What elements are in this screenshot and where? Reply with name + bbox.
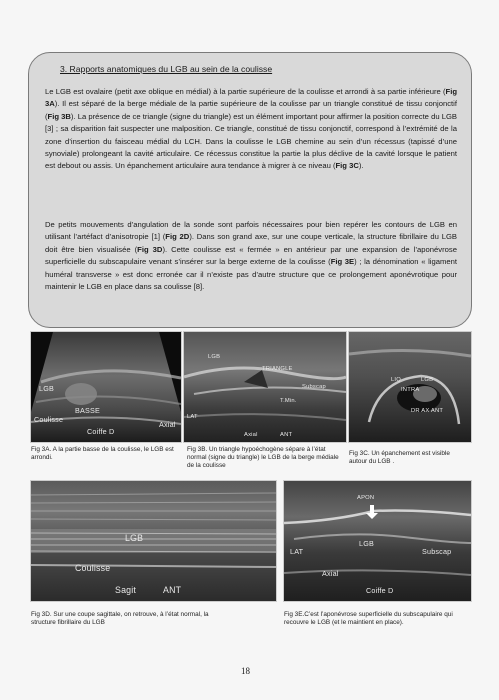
label-subscap: Subscap bbox=[422, 547, 452, 556]
fig-ref: Fig 3E bbox=[330, 257, 355, 267]
caption-3c: Fig 3C. Un épanchement est visible autour du LGB . bbox=[349, 450, 450, 466]
label-sagit: Sagit bbox=[115, 585, 137, 595]
fig-ref: Fig 3A bbox=[45, 87, 457, 109]
label-intra: INTRA bbox=[401, 387, 420, 393]
label-tmin: T.Min. bbox=[280, 398, 297, 404]
label-liq: LIQ bbox=[391, 377, 401, 383]
label-coiffe: Coiffe D bbox=[87, 427, 115, 436]
paragraph-2: De petits mouvements d’angulation de la sonde sont parfois nécessaires pour bien repérer les contours de LGB en utilisant l’artéfact d’anisotropie [1] (Fig 2D). Dans son grand axe, sur une coupe verticale, la structure fibrillaire du LGB doit être bien visualisée (Fig 3D). Cette coulisse est « fermée » en antérieur par une expansion de l’aponévrose superficielle du subscapulaire venant s’insérer sur la berge externe de la coulisse (Fig 3E) ; la dénomination « ligament huméral transverse » est donc erronée car il n’existe pas d’autre structure que ce prolongement aponévrotique pour maintenir le LGB en place dans sa coulisse [8]. bbox=[45, 220, 457, 292]
ultrasound-texture bbox=[284, 481, 471, 601]
label-lgb: LGB bbox=[125, 533, 144, 543]
ultrasound-image-3a bbox=[30, 331, 182, 443]
label-lat: LAT bbox=[290, 547, 304, 556]
caption-3b: Fig 3B. Un triangle hypoéchogène sépare à l’état normal (signe du triangle) le LGB de la berge médiale de la coulisse bbox=[187, 446, 339, 470]
fig-ref: Fig 3B bbox=[47, 111, 71, 121]
label-lgb: LGB bbox=[421, 377, 434, 383]
label-basse: BASSE bbox=[75, 406, 100, 415]
label-dr: DR AX ANT bbox=[411, 408, 444, 414]
ultrasound-image-3b bbox=[183, 331, 347, 443]
ultrasound-image-3e bbox=[283, 480, 472, 602]
label-axial: Axial bbox=[322, 569, 339, 578]
label-ant: ANT bbox=[163, 585, 182, 595]
label-ant: ANT bbox=[280, 432, 293, 438]
caption-3e: Fig 3E.C’est l’aponévrose superficielle du subscapulaire qui recouvre le LGB (et le maintient en place). bbox=[284, 611, 453, 627]
label-lat: LAT bbox=[187, 414, 198, 420]
ultrasound-texture bbox=[31, 481, 276, 601]
ultrasound-image-3c bbox=[348, 331, 472, 443]
caption-3a: Fig 3A. A la partie basse de la coulisse, le LGB est arrondi. bbox=[31, 446, 174, 462]
label-lgb: LGB bbox=[39, 384, 54, 393]
page-number: 18 bbox=[241, 666, 250, 676]
fig-ref: Fig 2D bbox=[165, 232, 190, 242]
label-subscap: Subscap bbox=[302, 384, 326, 390]
label-axial: Axial bbox=[244, 432, 258, 438]
paragraph-1: Le LGB est ovalaire (petit axe oblique en médial) à la partie supérieure de la coulisse et arrondi à sa partie inférieure (Fig 3A). Il est séparé de la berge médiale de la partie supérieure de la coulisse par un triangle constitué de tissu conjonctif (Fig 3B). La présence de ce triangle (signe du triangle) est un élément important pour affirmer la position correcte du LGB [3] ; sa disparition fait suspecter une malposition. Ce triangle, constitué de tissu conjonctif, correspond à l’extrémité de la zone d’insertion du faisceau médial du LCH. Dans la coulisse le LGB chemine au sein d’un récessus (tapissé d’une synoviale) prolongeant la cavité articulaire. Ce récessus constitue la partie la plus déclive de la cavité lorsque le patient est debout ou assis. Un épanchement articulaire aura tendance à migrer à ce niveau (Fig 3C). bbox=[45, 87, 457, 171]
label-apon: APON bbox=[357, 495, 375, 501]
fig-ref: Fig 3C bbox=[335, 161, 359, 171]
label-coiffe: Coiffe D bbox=[366, 586, 394, 595]
fig-ref: Fig 3D bbox=[137, 244, 163, 254]
label-coulisse: Coulisse bbox=[34, 415, 64, 424]
label-lgb: LGB bbox=[208, 354, 221, 360]
label-triangle: TRIANGLE bbox=[262, 366, 293, 372]
label-coulisse: Coulisse bbox=[75, 563, 111, 573]
caption-3d: Fig 3D. Sur une coupe sagittale, on retrouve, à l’état normal, la structure fibrillaire du LGB bbox=[31, 611, 209, 627]
section-title: 3. Rapports anatomiques du LGB au sein de la coulisse bbox=[60, 64, 273, 74]
label-axial: Axial bbox=[159, 420, 176, 429]
label-lgb: LGB bbox=[359, 539, 374, 548]
ultrasound-image-3d bbox=[30, 480, 277, 602]
